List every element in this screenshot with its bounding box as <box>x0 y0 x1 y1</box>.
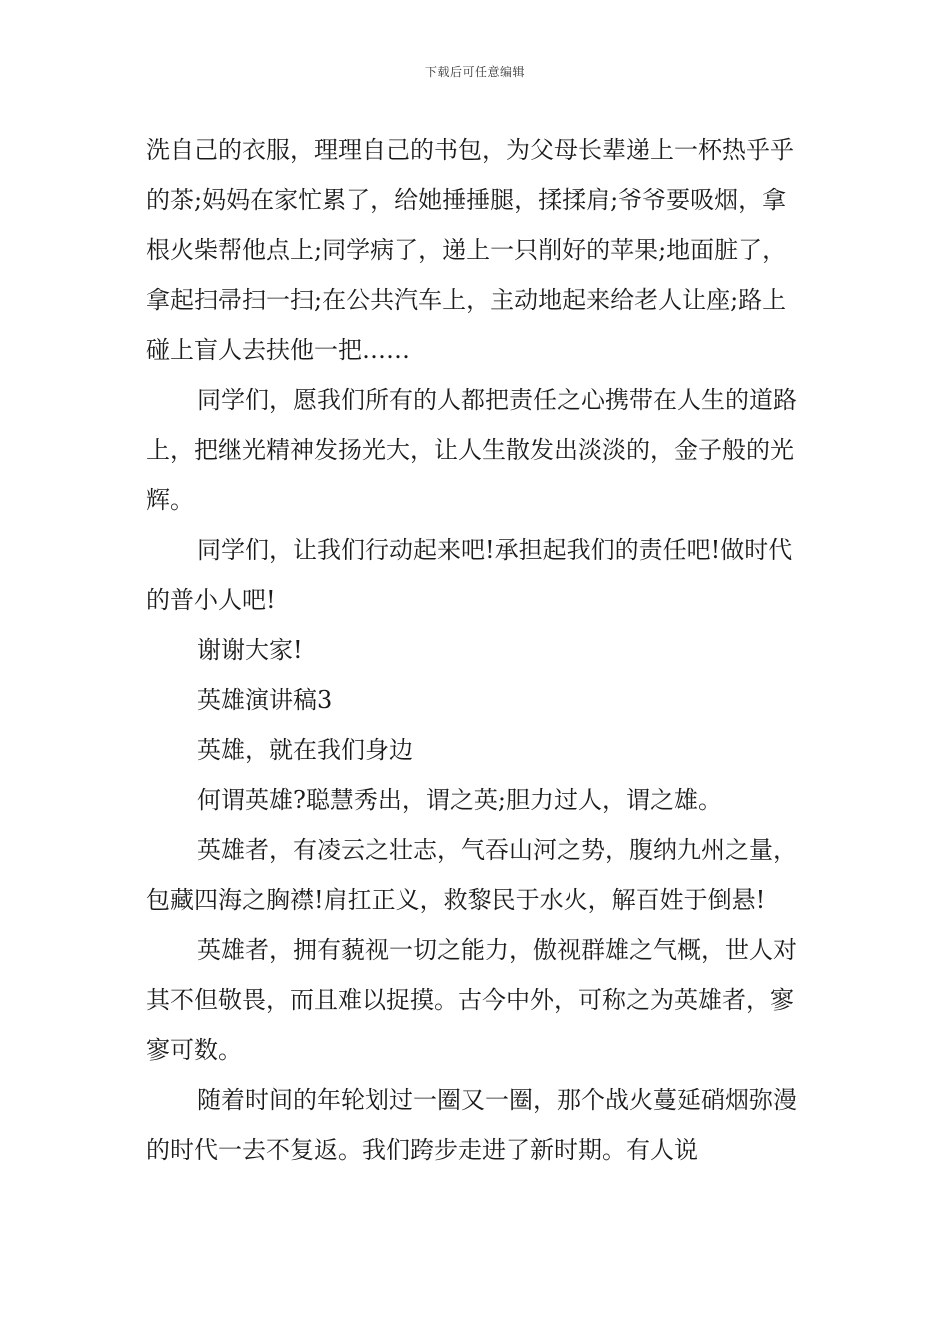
paragraph-5: 英雄者，有凌云之壮志，气吞山河之势，腹纳九州之量，包藏四海之胸襟!肩扛正义，救黎民于水火，解百姓于倒悬! <box>146 836 797 914</box>
paragraph-3: 同学们，让我们行动起来吧!承担起我们的责任吧!做时代的普小人吧! <box>146 536 793 614</box>
paragraph-7: 随着时间的年轮划过一圈又一圈，那个战火蔓延硝烟弥漫的时代一去不复返。我们跨步走进了新时期。有人说 <box>146 1086 797 1164</box>
section-subtitle: 英雄，就在我们身边 <box>197 736 413 764</box>
paragraph-4: 何谓英雄?聪慧秀出，谓之英;胆力过人，谓之雄。 <box>197 786 722 814</box>
section-title: 英雄演讲稿3 <box>197 686 333 714</box>
document-body <box>146 125 810 1175</box>
paragraph-6: 英雄者，拥有藐视一切之能力，傲视群雄之气概，世人对其不但敬畏，而且难以捉摸。古今中外，可称之为英雄者，寥寥可数。 <box>146 936 797 1064</box>
paragraph-thanks: 谢谢大家! <box>197 636 303 664</box>
page-header: 下载后可任意编辑 <box>424 65 525 79</box>
paragraph-1: 洗自己的衣服，理理自己的书包，为父母长辈递上一杯热乎乎的茶;妈妈在家忙累了，给她捶捶腿，揉揉肩;爷爷要吸烟，拿根火柴帮他点上;同学病了，递上一只削好的苹果;地面脏了，拿起扫帚扫一扫;在公共汽车上，主动地起来给老人让座;路上碰上盲人去扶他一把…… <box>146 136 794 364</box>
paragraph-2: 同学们，愿我们所有的人都把责任之心携带在人生的道路上，把继光精神发扬光大，让人生散发出淡淡的，金子般的光辉。 <box>146 386 797 514</box>
